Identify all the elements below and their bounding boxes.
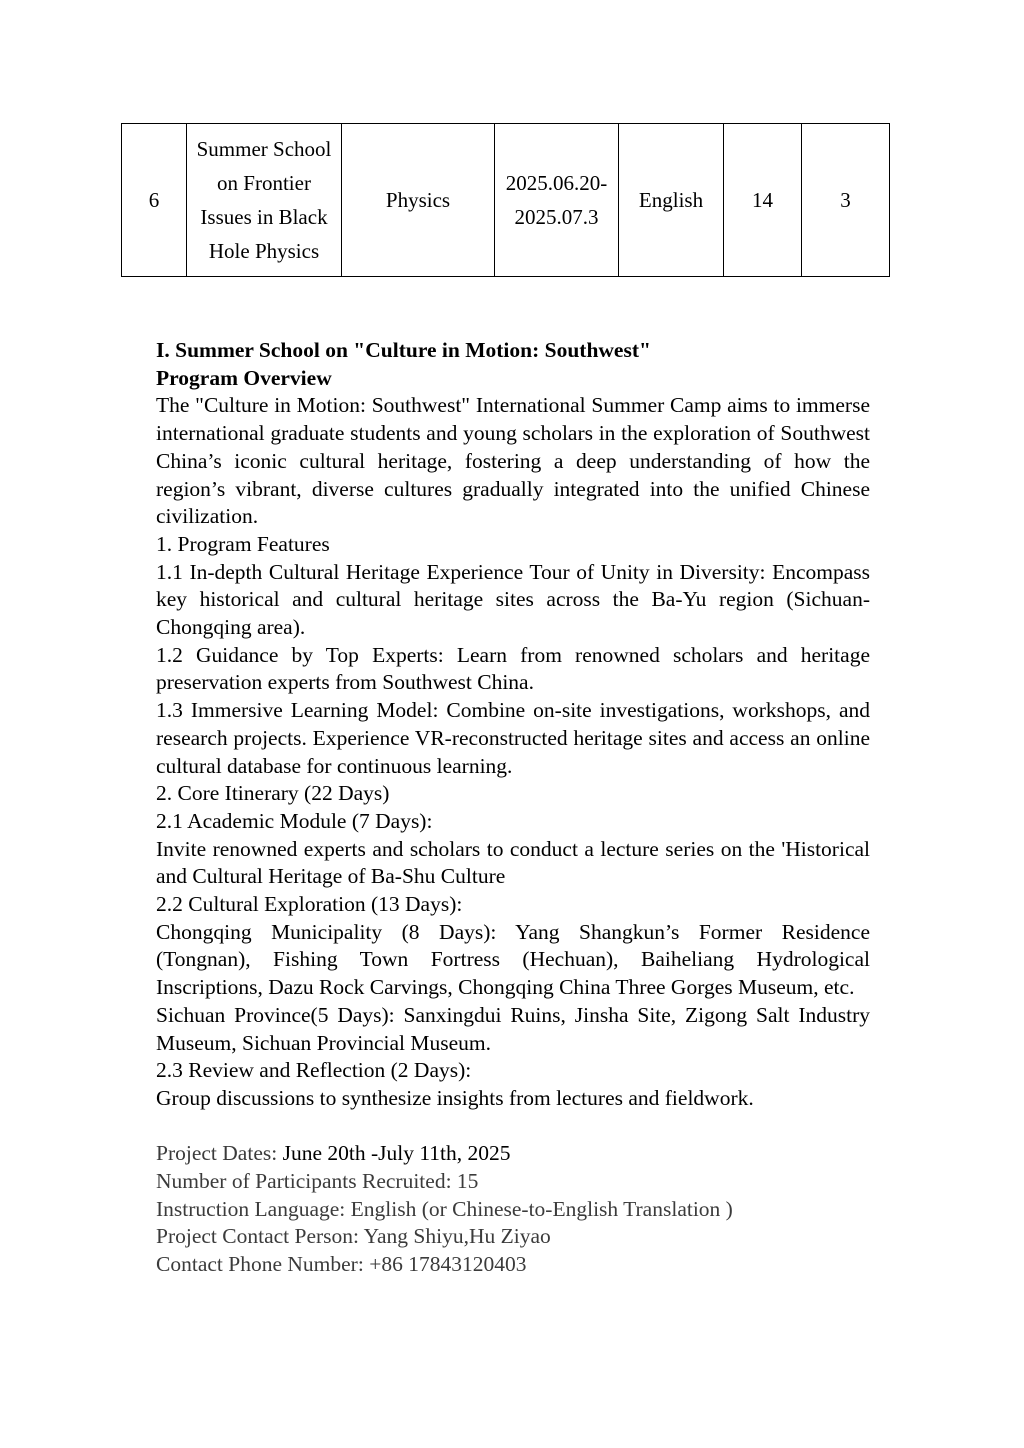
instruction-language-label: Instruction Language: [156, 1196, 351, 1221]
paragraph-review-reflection-heading: 2.3 Review and Reflection (2 Days): [156, 1058, 472, 1083]
paragraph-academic-module-heading: 2.1 Academic Module (7 Days): [156, 808, 433, 833]
paragraph-academic-module-body: Invite renowned experts and scholars to conduct a lecture series on the 'Historical and Cultural Heritage of Ba-Shu Culture [156, 836, 870, 889]
program-name-line: Summer School [196, 137, 332, 161]
program-name-line: on Frontier [217, 171, 311, 195]
paragraph-review-reflection-body: Group discussions to synthesize insights from lectures and fieldwork. [156, 1085, 754, 1110]
contact-phone-value: +86 17843120403 [369, 1252, 527, 1277]
instruction-language-value: English (or Chinese-to-English Translation ) [350, 1196, 733, 1221]
dates-line: 2025.06.20- [505, 171, 608, 195]
cell-program-name [187, 124, 342, 277]
contact-person-line [156, 1223, 870, 1251]
paragraph-overview: The "Culture in Motion: Southwest" International Summer Camp aims to immerse international graduate students and young scholars in the exploration of Southwest China’s iconic cultural heritage, fostering a deep understanding of how the region’s vibrant, diverse cultures gradually integrated into the unified Chinese civilization. [156, 393, 870, 529]
program-name-line: Issues in Black [200, 205, 328, 229]
project-dates-value: June 20th -July 11th, 2025 [282, 1141, 511, 1166]
cell-subject: Physics [342, 124, 495, 277]
participants-value: 15 [456, 1169, 479, 1194]
paragraph-cultural-exploration-heading: 2.2 Cultural Exploration (13 Days): [156, 892, 463, 917]
document-body [156, 337, 870, 1279]
section-subheading: Program Overview [156, 365, 332, 390]
cell-row-index: 6 [122, 124, 187, 277]
cell-duration: 14 [724, 124, 802, 277]
participants-label: Number of Participants Recruited: [156, 1169, 457, 1194]
paragraph-feature-1-3: 1.3 Immersive Learning Model: Combine on-site investigations, workshops, and research projects. Experience VR-reconstructed heritage sites and access an online cultural database for continuous learning. [156, 698, 870, 778]
participants-line [156, 1168, 870, 1196]
cell-credits: 3 [802, 124, 890, 277]
instruction-language-line [156, 1196, 870, 1224]
contact-phone-label: Contact Phone Number: [156, 1252, 370, 1277]
cell-language: English [619, 124, 724, 277]
paragraph-sichuan-itinerary: Sichuan Province(5 Days): Sanxingdui Ruins, Jinsha Site, Zigong Salt Industry Museum, Sichuan Provincial Museum. [156, 1002, 870, 1055]
paragraph-program-features-heading: 1. Program Features [156, 531, 330, 556]
cell-dates [495, 124, 619, 277]
paragraph-feature-1-1: 1.1 In-depth Cultural Heritage Experience Tour of Unity in Diversity: Encompass key historical and cultural heritage sites across the Ba-Yu region (Sichuan-Chongqing area). [156, 559, 870, 640]
section-heading: I. Summer School on "Culture in Motion: Southwest" [156, 338, 651, 362]
project-dates-line [156, 1140, 870, 1168]
contact-person-label: Project Contact Person: [156, 1224, 364, 1249]
program-name-line: Hole Physics [208, 239, 320, 263]
contact-person-value: Yang Shiyu,Hu Ziyao [363, 1224, 551, 1249]
contact-block [156, 1140, 870, 1279]
dates-line: 2025.07.3 [514, 205, 599, 229]
paragraph-core-itinerary-heading: 2. Core Itinerary (22 Days) [156, 781, 390, 806]
project-dates-label: Project Dates: [156, 1141, 283, 1166]
paragraph-feature-1-2: 1.2 Guidance by Top Experts: Learn from renowned scholars and heritage preservation experts from Southwest China. [156, 642, 870, 695]
programs-table [121, 123, 890, 277]
contact-phone-line [156, 1251, 870, 1279]
table-row [122, 124, 890, 277]
paragraph-chongqing-itinerary: Chongqing Municipality (8 Days): Yang Shangkun’s Former Residence (Tongnan), Fishing Town Fortress (Hechuan), Baiheliang Hydrological Inscriptions, Dazu Rock Carvings, Chongqing China Three Gorges Museum, etc. [156, 919, 870, 1000]
